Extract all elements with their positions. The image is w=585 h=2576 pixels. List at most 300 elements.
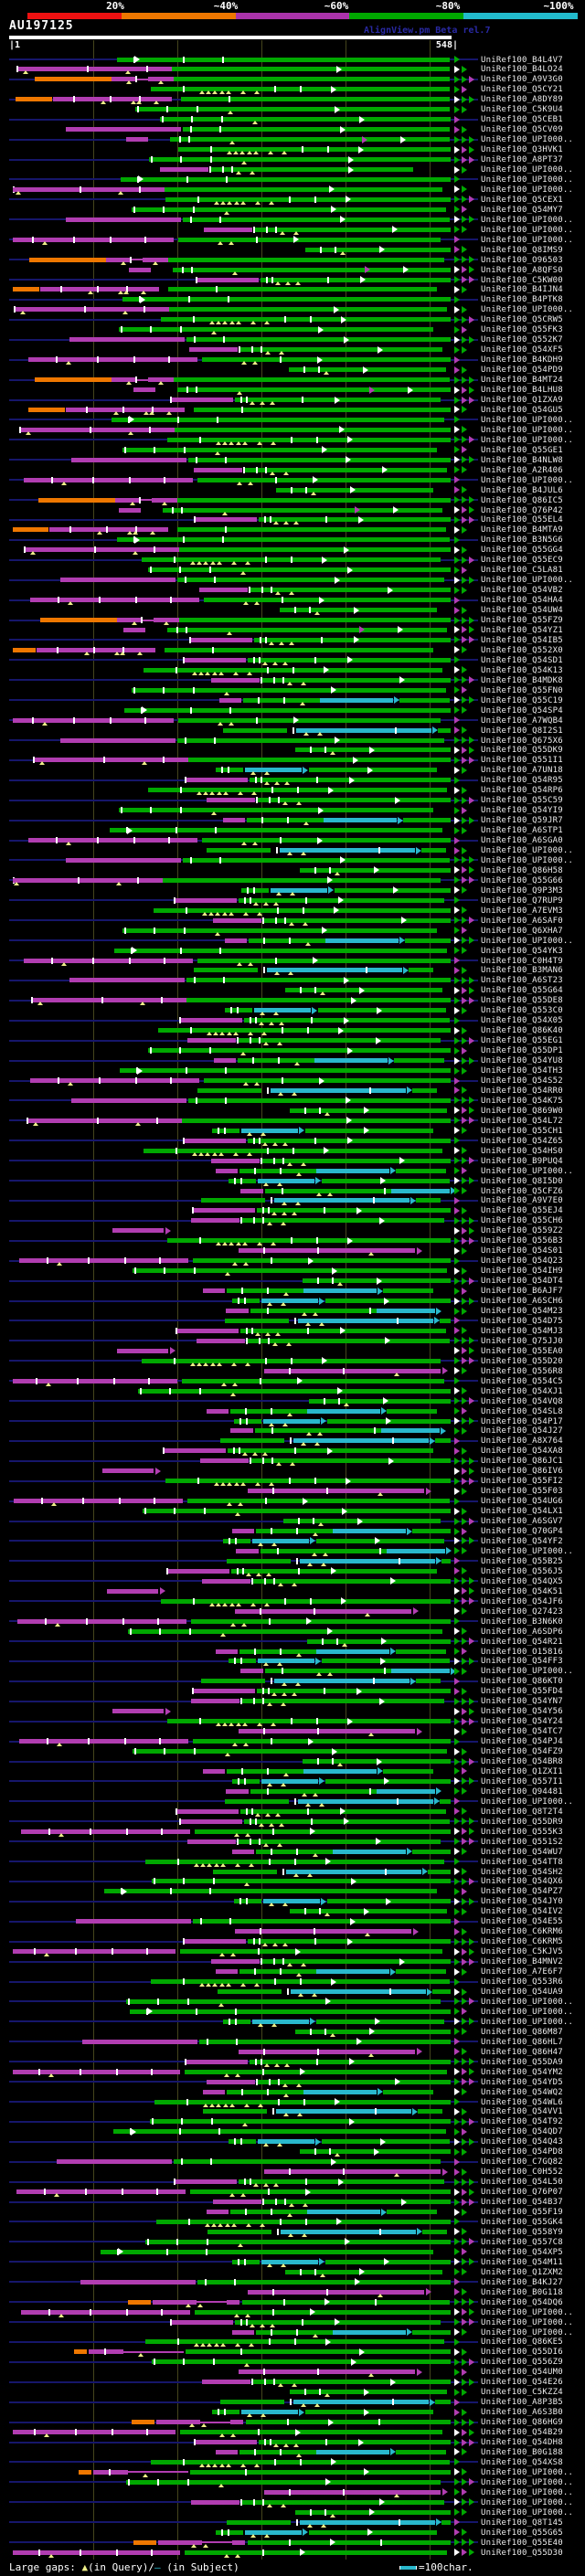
alignment-row[interactable]: [0, 585, 585, 595]
subject-label[interactable]: UniRef100_Q54MY7: [481, 205, 563, 215]
subject-label[interactable]: UniRef100_B3N6K0: [481, 1617, 563, 1627]
subject-label[interactable]: UniRef100_UPI000..: [481, 1997, 574, 2007]
subject-label[interactable]: UniRef100_Q55C59: [481, 796, 563, 806]
alignment-row[interactable]: [0, 885, 585, 896]
alignment-row[interactable]: [0, 2528, 585, 2538]
alignment-row[interactable]: [0, 175, 585, 185]
subject-label[interactable]: UniRef100_A8X764: [481, 1436, 563, 1447]
subject-label[interactable]: UniRef100_Q54B37: [481, 2198, 563, 2208]
alignment-row[interactable]: [0, 2097, 585, 2107]
subject-label[interactable]: UniRef100_Q54WU7: [481, 1847, 563, 1857]
alignment-row[interactable]: [0, 1536, 585, 1546]
subject-label[interactable]: UniRef100_A6SCH6: [481, 1297, 563, 1307]
subject-label[interactable]: UniRef100_Q54Q23: [481, 1256, 563, 1267]
alignment-row[interactable]: [0, 2116, 585, 2126]
subject-label[interactable]: UniRef100_Q54YN7: [481, 1697, 563, 1707]
alignment-row[interactable]: [0, 74, 585, 84]
subject-label[interactable]: UniRef100_Q1ZXI1: [481, 1766, 563, 1776]
subject-label[interactable]: UniRef100_Q5CEB1: [481, 115, 563, 125]
subject-label[interactable]: UniRef100_Q54DH8: [481, 2438, 563, 2448]
alignment-row[interactable]: [0, 645, 585, 655]
subject-label[interactable]: UniRef100_B4L4V7: [481, 55, 563, 65]
subject-label[interactable]: UniRef100_Q54YU8: [481, 1056, 563, 1066]
subject-label[interactable]: UniRef100_UPI000..: [481, 1166, 574, 1176]
subject-label[interactable]: UniRef100_Q54Z65: [481, 1136, 563, 1146]
alignment-row[interactable]: [0, 2037, 585, 2047]
subject-label[interactable]: UniRef100_Q54VB2: [481, 586, 563, 596]
subject-label[interactable]: UniRef100_UPI000..: [481, 185, 574, 195]
alignment-row[interactable]: [0, 726, 585, 736]
subject-label[interactable]: UniRef100_Q55FD4: [481, 1687, 563, 1697]
alignment-row[interactable]: [0, 805, 585, 815]
alignment-row[interactable]: [0, 2548, 585, 2558]
subject-label[interactable]: UniRef100_Q55CH6: [481, 1216, 563, 1226]
alignment-row[interactable]: [0, 1936, 585, 1946]
alignment-row[interactable]: [0, 2447, 585, 2457]
alignment-row[interactable]: [0, 795, 585, 805]
subject-label[interactable]: UniRef100_Q54K75: [481, 1096, 563, 1106]
alignment-row[interactable]: [0, 705, 585, 716]
subject-label[interactable]: UniRef100_Q556R8: [481, 1366, 563, 1376]
subject-label[interactable]: UniRef100_Q54M11: [481, 2257, 563, 2267]
alignment-row[interactable]: [0, 1686, 585, 1696]
alignment-row[interactable]: [0, 2437, 585, 2447]
subject-label[interactable]: UniRef100_Q54SL8: [481, 1406, 563, 1416]
alignment-row[interactable]: [0, 665, 585, 675]
subject-label[interactable]: UniRef100_UPI000..: [481, 135, 574, 145]
alignment-row[interactable]: [0, 2307, 585, 2317]
alignment-row[interactable]: [0, 1627, 585, 1637]
alignment-row[interactable]: [0, 304, 585, 314]
alignment-row[interactable]: [0, 425, 585, 435]
subject-label[interactable]: UniRef100_Q55GE1: [481, 445, 563, 455]
alignment-row[interactable]: [0, 1195, 585, 1205]
subject-label[interactable]: UniRef100_Q1ZXM2: [481, 2267, 563, 2277]
subject-label[interactable]: UniRef100_A6SAF0: [481, 916, 563, 926]
subject-label[interactable]: UniRef100_Q54BR8: [481, 1757, 563, 1767]
subject-label[interactable]: UniRef100_B4KJ27: [481, 2277, 563, 2287]
alignment-row[interactable]: [0, 1666, 585, 1676]
alignment-row[interactable]: [0, 1086, 585, 1096]
alignment-row[interactable]: [0, 1126, 585, 1136]
alignment-row[interactable]: [0, 265, 585, 275]
alignment-row[interactable]: [0, 565, 585, 575]
alignment-row[interactable]: [0, 235, 585, 245]
subject-label[interactable]: UniRef100_Q54XF5: [481, 345, 563, 355]
alignment-row[interactable]: [0, 2397, 585, 2407]
alignment-row[interactable]: [0, 395, 585, 405]
alignment-row[interactable]: [0, 1396, 585, 1406]
alignment-row[interactable]: [0, 2227, 585, 2237]
subject-label[interactable]: UniRef100_UPI000..: [481, 1546, 574, 1556]
alignment-row[interactable]: [0, 2267, 585, 2277]
subject-label[interactable]: UniRef100_Q55F03: [481, 1487, 563, 1497]
subject-label[interactable]: UniRef100_Q55EA0: [481, 1346, 563, 1356]
alignment-row[interactable]: [0, 1146, 585, 1156]
alignment-row[interactable]: [0, 1516, 585, 1526]
subject-label[interactable]: UniRef100_B4IJN4: [481, 285, 563, 295]
subject-label[interactable]: UniRef100_A8QFS0: [481, 265, 563, 275]
alignment-row[interactable]: [0, 765, 585, 775]
subject-label[interactable]: UniRef100_Q557I1: [481, 1776, 563, 1786]
alignment-row[interactable]: [0, 1566, 585, 1576]
alignment-row[interactable]: [0, 2177, 585, 2187]
subject-label[interactable]: UniRef100_Q54PD8: [481, 2147, 563, 2157]
subject-label[interactable]: UniRef100_C5KZZ4: [481, 2388, 563, 2398]
alignment-row[interactable]: [0, 685, 585, 695]
alignment-row[interactable]: [0, 1647, 585, 1657]
subject-label[interactable]: UniRef100_Q54HA4: [481, 596, 563, 606]
alignment-row[interactable]: [0, 2167, 585, 2177]
alignment-row[interactable]: [0, 1015, 585, 1025]
subject-label[interactable]: UniRef100_Q556Z9: [481, 2358, 563, 2368]
alignment-row[interactable]: [0, 1065, 585, 1076]
subject-label[interactable]: UniRef100_Q54SP4: [481, 705, 563, 716]
alignment-row[interactable]: [0, 2327, 585, 2337]
alignment-row[interactable]: [0, 2467, 585, 2477]
subject-label[interactable]: UniRef100_Q54RP6: [481, 786, 563, 796]
subject-label[interactable]: UniRef100_UPI000..: [481, 175, 574, 185]
alignment-row[interactable]: [0, 185, 585, 195]
alignment-row[interactable]: [0, 355, 585, 365]
subject-label[interactable]: UniRef100_C0H552: [481, 2168, 563, 2178]
subject-label[interactable]: UniRef100_Q54K51: [481, 1586, 563, 1596]
subject-label[interactable]: UniRef100_Q5CFZ6: [481, 1186, 563, 1196]
subject-label[interactable]: UniRef100_Q55FZ9: [481, 616, 563, 626]
alignment-row[interactable]: [0, 865, 585, 875]
subject-label[interactable]: UniRef100_Q55GK4: [481, 2217, 563, 2227]
alignment-row[interactable]: [0, 64, 585, 74]
subject-label[interactable]: UniRef100_Q54E55: [481, 1917, 563, 1927]
alignment-row[interactable]: [0, 255, 585, 265]
alignment-row[interactable]: [0, 1876, 585, 1886]
alignment-row[interactable]: [0, 1546, 585, 1556]
subject-label[interactable]: UniRef100_UPI000..: [481, 936, 574, 946]
alignment-row[interactable]: [0, 1746, 585, 1756]
alignment-row[interactable]: [0, 995, 585, 1005]
alignment-row[interactable]: [0, 1766, 585, 1776]
subject-label[interactable]: UniRef100_Q54S52: [481, 1076, 563, 1086]
subject-label[interactable]: UniRef100_Q8T2T4: [481, 1807, 563, 1817]
subject-label[interactable]: UniRef100_A9V7E0: [481, 1196, 563, 1206]
alignment-row[interactable]: [0, 1857, 585, 1867]
subject-label[interactable]: UniRef100_Q86H47: [481, 2047, 563, 2057]
alignment-row[interactable]: [0, 1896, 585, 1906]
alignment-row[interactable]: [0, 655, 585, 665]
subject-label[interactable]: UniRef100_B0G118: [481, 2287, 563, 2297]
subject-label[interactable]: UniRef100_Q86IV6: [481, 1467, 563, 1477]
alignment-row[interactable]: [0, 314, 585, 324]
alignment-row[interactable]: [0, 485, 585, 495]
alignment-row[interactable]: [0, 1266, 585, 1276]
alignment-row[interactable]: [0, 124, 585, 134]
subject-label[interactable]: UniRef100_Q9P3M3: [481, 885, 563, 896]
alignment-row[interactable]: [0, 1156, 585, 1166]
subject-label[interactable]: UniRef100_A7WQB4: [481, 716, 563, 726]
alignment-row[interactable]: [0, 284, 585, 294]
subject-label[interactable]: UniRef100_Q555K3: [481, 1827, 563, 1837]
alignment-row[interactable]: [0, 1025, 585, 1035]
subject-label[interactable]: UniRef100_B4KDH9: [481, 355, 563, 366]
alignment-row[interactable]: [0, 1987, 585, 1997]
alignment-row[interactable]: [0, 1366, 585, 1376]
subject-label[interactable]: UniRef100_UPI000..: [481, 855, 574, 865]
subject-label[interactable]: UniRef100_Q55G66: [481, 875, 563, 885]
alignment-row[interactable]: [0, 1656, 585, 1666]
subject-label[interactable]: UniRef100_Q55EJ4: [481, 1206, 563, 1216]
subject-label[interactable]: UniRef100_Q552X0: [481, 645, 563, 655]
alignment-row[interactable]: [0, 2197, 585, 2207]
alignment-row[interactable]: [0, 2157, 585, 2167]
alignment-row[interactable]: [0, 475, 585, 485]
alignment-row[interactable]: [0, 465, 585, 475]
subject-label[interactable]: UniRef100_B6AJF7: [481, 1287, 563, 1297]
subject-label[interactable]: UniRef100_Q55F19: [481, 2208, 563, 2218]
alignment-row[interactable]: [0, 385, 585, 395]
subject-label[interactable]: UniRef100_B4JUL6: [481, 485, 563, 495]
alignment-row[interactable]: [0, 2407, 585, 2417]
alignment-row[interactable]: [0, 2047, 585, 2057]
alignment-row[interactable]: [0, 1215, 585, 1225]
alignment-row[interactable]: [0, 1035, 585, 1045]
alignment-row[interactable]: [0, 195, 585, 205]
alignment-row[interactable]: [0, 104, 585, 114]
subject-label[interactable]: UniRef100_Q55D30: [481, 2548, 563, 2558]
alignment-row[interactable]: [0, 2497, 585, 2507]
alignment-row[interactable]: [0, 555, 585, 565]
subject-label[interactable]: UniRef100_Q54QX5: [481, 1576, 563, 1586]
subject-label[interactable]: UniRef100_Q558Y9: [481, 2227, 563, 2237]
subject-label[interactable]: UniRef100_UPI000..: [481, 846, 574, 856]
subject-label[interactable]: UniRef100_Q54K13: [481, 665, 563, 675]
alignment-row[interactable]: [0, 1476, 585, 1486]
alignment-row[interactable]: [0, 625, 585, 635]
alignment-row[interactable]: [0, 1116, 585, 1126]
subject-label[interactable]: UniRef100_Q55CH1: [481, 1126, 563, 1136]
alignment-row[interactable]: [0, 535, 585, 545]
alignment-row[interactable]: [0, 2357, 585, 2367]
subject-label[interactable]: UniRef100_Q86KT0: [481, 1677, 563, 1687]
alignment-row[interactable]: [0, 2487, 585, 2497]
subject-label[interactable]: UniRef100_Q8I2S1: [481, 726, 563, 736]
alignment-row[interactable]: [0, 1867, 585, 1877]
subject-label[interactable]: UniRef100_Q54XS8: [481, 2457, 563, 2467]
alignment-row[interactable]: [0, 1235, 585, 1246]
subject-label[interactable]: UniRef100_Q869W0: [481, 1106, 563, 1116]
alignment-row[interactable]: [0, 1926, 585, 1936]
subject-label[interactable]: UniRef100_Q54TH3: [481, 1066, 563, 1076]
subject-label[interactable]: UniRef100_B3N5G6: [481, 535, 563, 546]
alignment-row[interactable]: [0, 2136, 585, 2147]
alignment-row[interactable]: [0, 2247, 585, 2257]
alignment-row[interactable]: [0, 605, 585, 615]
subject-label[interactable]: UniRef100_A8P3B5: [481, 2398, 563, 2408]
alignment-row[interactable]: [0, 1847, 585, 1857]
subject-label[interactable]: UniRef100_Q54Y56: [481, 1707, 563, 1717]
alignment-row[interactable]: [0, 225, 585, 235]
alignment-row[interactable]: [0, 2106, 585, 2116]
alignment-row[interactable]: [0, 1556, 585, 1566]
subject-label[interactable]: UniRef100_Q55E40: [481, 2538, 563, 2548]
subject-label[interactable]: UniRef100_Q8IMS9: [481, 245, 563, 255]
alignment-row[interactable]: [0, 1706, 585, 1716]
subject-label[interactable]: UniRef100_Q54VV1: [481, 2107, 563, 2117]
alignment-row[interactable]: [0, 1637, 585, 1647]
subject-label[interactable]: UniRef100_B4MNV2: [481, 1957, 563, 1967]
subject-label[interactable]: UniRef100_UPI000..: [481, 475, 574, 485]
alignment-row[interactable]: [0, 575, 585, 585]
subject-label[interactable]: UniRef100_Q55DP1: [481, 1046, 563, 1056]
alignment-row[interactable]: [0, 2067, 585, 2077]
subject-label[interactable]: UniRef100_A7UN18: [481, 766, 563, 776]
alignment-row[interactable]: [0, 1466, 585, 1476]
subject-label[interactable]: UniRef100_A6SDP6: [481, 1627, 563, 1637]
alignment-row[interactable]: [0, 1886, 585, 1896]
subject-label[interactable]: UniRef100_Q6XHA7: [481, 926, 563, 936]
subject-label[interactable]: UniRef100_A8PT37: [481, 155, 563, 165]
alignment-row[interactable]: [0, 1316, 585, 1326]
subject-label[interactable]: UniRef100_Q54R21: [481, 1637, 563, 1647]
subject-label[interactable]: UniRef100_Q54XA8: [481, 1447, 563, 1457]
alignment-row[interactable]: [0, 415, 585, 425]
alignment-row[interactable]: [0, 675, 585, 685]
subject-label[interactable]: UniRef100_Q54YF2: [481, 1536, 563, 1546]
subject-label[interactable]: UniRef100_Q55GG4: [481, 546, 563, 556]
alignment-row[interactable]: [0, 775, 585, 785]
alignment-row[interactable]: [0, 755, 585, 765]
alignment-row[interactable]: [0, 545, 585, 555]
subject-label[interactable]: UniRef100_Q86KE5: [481, 2337, 563, 2348]
alignment-row[interactable]: [0, 134, 585, 144]
alignment-row[interactable]: [0, 615, 585, 625]
alignment-row[interactable]: [0, 595, 585, 605]
alignment-row[interactable]: [0, 2297, 585, 2307]
subject-label[interactable]: UniRef100_Q54MJ3: [481, 1326, 563, 1336]
subject-label[interactable]: UniRef100_C6KRM5: [481, 1937, 563, 1947]
subject-label[interactable]: UniRef100_Q70GP4: [481, 1527, 563, 1537]
subject-label[interactable]: UniRef100_Q54GU5: [481, 405, 563, 415]
alignment-row[interactable]: [0, 1776, 585, 1786]
subject-label[interactable]: UniRef100_C7GQ82: [481, 2157, 563, 2168]
alignment-row[interactable]: [0, 1225, 585, 1235]
subject-label[interactable]: UniRef100_Q54UG6: [481, 1497, 563, 1507]
alignment-row[interactable]: [0, 1496, 585, 1506]
subject-label[interactable]: UniRef100_A6ST23: [481, 976, 563, 986]
subject-label[interactable]: UniRef100_Q54YI9: [481, 806, 563, 816]
alignment-row[interactable]: [0, 445, 585, 455]
subject-label[interactable]: UniRef100_Q55FI2: [481, 1477, 563, 1487]
subject-label[interactable]: UniRef100_Q86IC5: [481, 495, 563, 505]
alignment-row[interactable]: [0, 975, 585, 985]
subject-label[interactable]: UniRef100_Q54PD9: [481, 366, 563, 376]
alignment-row[interactable]: [0, 2087, 585, 2097]
subject-label[interactable]: UniRef100_Q54J27: [481, 1426, 563, 1436]
subject-label[interactable]: UniRef100_C5LA81: [481, 566, 563, 576]
alignment-row[interactable]: [0, 1256, 585, 1266]
subject-label[interactable]: UniRef100_Q54TC7: [481, 1727, 563, 1737]
alignment-row[interactable]: [0, 114, 585, 124]
subject-label[interactable]: UniRef100_UPI000..: [481, 2017, 574, 2027]
alignment-row[interactable]: [0, 1956, 585, 1966]
subject-label[interactable]: UniRef100_Q55DR9: [481, 1817, 563, 1827]
subject-label[interactable]: UniRef100_Q86K40: [481, 1026, 563, 1036]
subject-label[interactable]: UniRef100_Q54FF3: [481, 1657, 563, 1667]
subject-label[interactable]: UniRef100_Q55C19: [481, 695, 563, 705]
subject-label[interactable]: UniRef100_B9PUQ4: [481, 1156, 563, 1166]
alignment-row[interactable]: [0, 1106, 585, 1116]
subject-label[interactable]: UniRef100_C6KRM6: [481, 1927, 563, 1937]
alignment-row[interactable]: [0, 2417, 585, 2427]
alignment-row[interactable]: [0, 2237, 585, 2247]
alignment-row[interactable]: [0, 985, 585, 995]
subject-label[interactable]: UniRef100_O15816: [481, 1647, 563, 1657]
subject-label[interactable]: UniRef100_Q54RR0: [481, 1086, 563, 1096]
alignment-row[interactable]: [0, 55, 585, 65]
alignment-row[interactable]: [0, 1676, 585, 1686]
alignment-row[interactable]: [0, 1596, 585, 1606]
alignment-row[interactable]: [0, 1276, 585, 1286]
subject-label[interactable]: UniRef100_B4MT24: [481, 376, 563, 386]
alignment-row[interactable]: [0, 695, 585, 705]
subject-label[interactable]: UniRef100_Q54DT4: [481, 1277, 563, 1287]
subject-label[interactable]: UniRef100_Q553C0: [481, 1006, 563, 1016]
alignment-row[interactable]: [0, 334, 585, 345]
alignment-row[interactable]: [0, 2077, 585, 2087]
alignment-row[interactable]: [0, 1807, 585, 1817]
alignment-row[interactable]: [0, 1906, 585, 1916]
subject-label[interactable]: UniRef100_A2R406: [481, 465, 563, 475]
subject-label[interactable]: UniRef100_UPI000..: [481, 2497, 574, 2507]
subject-label[interactable]: UniRef100_Q54B29: [481, 2428, 563, 2438]
subject-label[interactable]: UniRef100_Q54UW4: [481, 606, 563, 616]
subject-label[interactable]: UniRef100_Q59JR7: [481, 816, 563, 826]
alignment-row[interactable]: [0, 2457, 585, 2467]
alignment-row[interactable]: [0, 896, 585, 906]
subject-label[interactable]: UniRef100_Q54WL6: [481, 2097, 563, 2107]
subject-label[interactable]: UniRef100_Q552K7: [481, 335, 563, 345]
alignment-row[interactable]: [0, 855, 585, 865]
alignment-row[interactable]: [0, 2187, 585, 2197]
alignment-row[interactable]: [0, 2477, 585, 2487]
alignment-row[interactable]: [0, 245, 585, 255]
subject-label[interactable]: UniRef100_Q55D20: [481, 1356, 563, 1366]
alignment-row[interactable]: [0, 1997, 585, 2007]
subject-label[interactable]: UniRef100_Q54L72: [481, 1116, 563, 1126]
alignment-row[interactable]: [0, 1946, 585, 1956]
subject-label[interactable]: UniRef100_B3MAN6: [481, 966, 563, 976]
subject-label[interactable]: UniRef100_Q27423: [481, 1606, 563, 1617]
subject-label[interactable]: UniRef100_Q54VQ8: [481, 1396, 563, 1406]
alignment-row[interactable]: [0, 1797, 585, 1807]
subject-label[interactable]: UniRef100_Q54QX6: [481, 1877, 563, 1887]
subject-label[interactable]: UniRef100_Q54PJ4: [481, 1737, 563, 1747]
subject-label[interactable]: UniRef100_UPI000..: [481, 425, 574, 435]
subject-label[interactable]: UniRef100_UPI000..: [481, 1797, 574, 1807]
alignment-row[interactable]: [0, 875, 585, 885]
alignment-row[interactable]: [0, 345, 585, 355]
alignment-row[interactable]: [0, 956, 585, 966]
alignment-row[interactable]: [0, 736, 585, 746]
alignment-row[interactable]: [0, 1526, 585, 1536]
alignment-row[interactable]: [0, 1586, 585, 1596]
alignment-row[interactable]: [0, 2347, 585, 2357]
subject-label[interactable]: UniRef100_Q54FZ9: [481, 1747, 563, 1757]
subject-label[interactable]: UniRef100_Q54SH2: [481, 1867, 563, 1877]
alignment-row[interactable]: [0, 1336, 585, 1346]
alignment-row[interactable]: [0, 1486, 585, 1496]
alignment-row[interactable]: [0, 1726, 585, 1736]
subject-label[interactable]: UniRef100_Q55EG1: [481, 1036, 563, 1046]
